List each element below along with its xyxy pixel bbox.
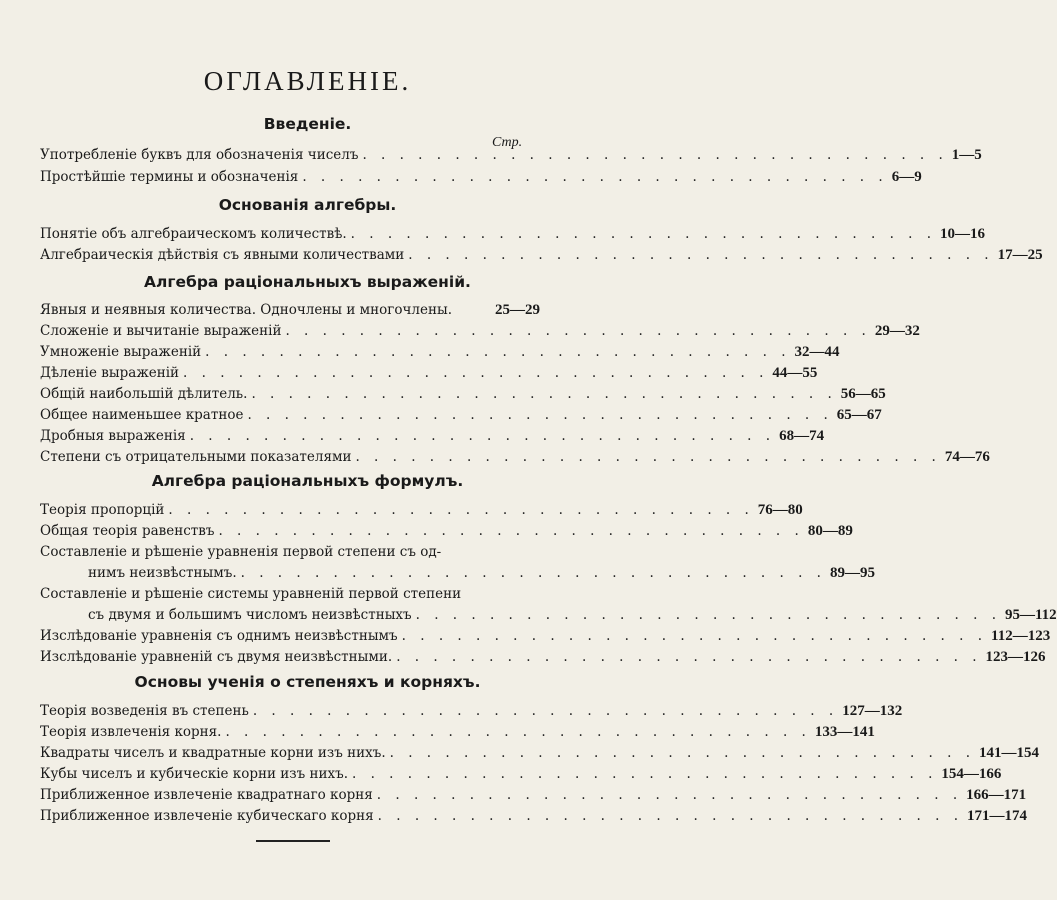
- toc-entry: [40, 628, 1051, 650]
- entry-pages: 89—95: [829, 565, 875, 581]
- leader-dots: . . . . . . . . . . . . . . . . . . . . . . . . . . . . . . . .: [183, 365, 769, 381]
- toc-entry: [40, 428, 825, 450]
- entry-pages: 56—65: [840, 386, 886, 402]
- entry-title: Употребленіе буквъ для обозначенія чиселъ: [40, 147, 359, 163]
- entry-pages: 29—32: [874, 323, 920, 339]
- entry-title: Общее наименьшее кратное: [40, 407, 244, 423]
- entry-pages: 127—132: [842, 703, 903, 719]
- entry-pages: 10—16: [940, 226, 986, 242]
- entry-pages: 112—123: [991, 628, 1051, 644]
- leader-dots: . . . . . . . . . . . . . . . . . . . . . . . . . . . . . . . .: [251, 386, 837, 402]
- toc-entry: [40, 226, 986, 248]
- entry-title: Теорія возведенія въ степень: [40, 703, 249, 719]
- entry-title: Общая теорія равенствъ: [40, 523, 215, 539]
- leader-dots: . . . . . . . . . . . . . . . . . . . . . . . . . . . . . . . .: [401, 628, 988, 644]
- toc-entry: [40, 302, 540, 324]
- entry-pages: 95—112: [1005, 607, 1057, 623]
- leader-dots: . . . . . . . . . . . . . . . . . . . . . . . . . . . . . . . .: [218, 523, 804, 539]
- toc-entry: [40, 449, 990, 471]
- entry-pages: 25—29: [495, 302, 540, 318]
- entry-title: Явныя и неявныя количества. Одночлены и многочлены.: [40, 302, 452, 318]
- entry-title: Умноженіе выраженій: [40, 344, 202, 360]
- leader-dots: . . . . . . . . . . . . . . . . . . . . . . . . . . . . . . . .: [252, 703, 839, 719]
- toc-entry: [40, 523, 853, 545]
- entry-pages: 154—166: [941, 766, 1002, 782]
- entry-pages: 166—171: [966, 787, 1027, 803]
- entry-title: Приближенное извлеченіе квадратнаго корня: [40, 787, 373, 803]
- entry-pages: 76—80: [757, 502, 803, 518]
- entry-title: Теорія пропорцій: [40, 502, 165, 518]
- toc-entry: [40, 703, 903, 725]
- entry-pages: 68—74: [779, 428, 825, 444]
- entry-pages: 141—154: [979, 745, 1039, 761]
- page-column-label: Стр.: [492, 135, 523, 150]
- entry-pages: 44—55: [772, 365, 818, 381]
- entry-pages: 32—44: [794, 344, 840, 360]
- entry-title: Общій наибольшій дѣлитель.: [40, 386, 248, 402]
- toc-entry: [40, 247, 1043, 269]
- leader-dots: . . . . . . . . . . . . . . . . . . . . . . . . . . . . . . . .: [302, 169, 888, 185]
- toc-entry: [40, 502, 803, 524]
- leader-dots: . . . . . . . . . . . . . . . . . . . . . . . . . . . . . . . .: [168, 502, 754, 518]
- toc-entry: [88, 607, 1057, 629]
- toc-entry: [40, 169, 922, 191]
- entry-title: Теорія извлеченія корня.: [40, 724, 222, 740]
- entry-title-continuation: нимъ неизвѣстнымъ.: [88, 565, 237, 581]
- entry-pages: 17—25: [997, 247, 1043, 263]
- leader-dots: . . . . . . . . . . . . . . . . . . . . . . . . . . . . . . . .: [396, 649, 982, 665]
- toc-entry: [40, 724, 875, 746]
- entry-title: Кубы чиселъ и кубическіе корни изъ нихъ.: [40, 766, 349, 782]
- entry-title: Простѣйшіе термины и обозначенія: [40, 169, 299, 185]
- leader-dots: . . . . . . . . . . . . . . . . . . . . . . . . . . . . . . . .: [377, 808, 964, 824]
- toc-entry: [40, 649, 1046, 671]
- leader-dots: . . . . . . . . . . . . . . . . . . . . . . . . . . . . . . . .: [389, 745, 975, 761]
- entry-title: Приближенное извлеченіе кубическаго корня: [40, 808, 374, 824]
- entry-pages: 65—67: [836, 407, 882, 423]
- leader-dots: . . . . . . . . . . . . . . . . . . . . . . . . . . . . . . . .: [376, 787, 963, 803]
- page-title: ОГЛАВЛЕНІЕ.: [203, 66, 412, 96]
- entry-title: Составленіе и рѣшеніе системы уравненій первой степени: [40, 586, 462, 602]
- leader-dots: . . . . . . . . . . . . . . . . . . . . . . . . . . . . . . . .: [205, 344, 791, 360]
- section-heading: Алгебра раціональныхъ формулъ.: [151, 472, 464, 490]
- entry-title-continuation: съ двумя и большимъ числомъ неизвѣстныхъ: [88, 607, 412, 623]
- entry-pages: 1—5: [951, 147, 982, 163]
- entry-title: Квадраты чиселъ и квадратные корни изъ нихъ.: [40, 745, 386, 761]
- entry-title: Дѣленіе выраженій: [40, 365, 180, 381]
- toc-entry: [40, 365, 818, 387]
- leader-dots: . . . . . . . . . . . . . . . . . . . . . . . . . . . . . . . .: [189, 428, 776, 444]
- entry-title: Алгебраическія дѣйствія съ явными количествами: [40, 247, 405, 263]
- toc-entry: [40, 808, 1028, 830]
- entry-title: Дробныя выраженія: [40, 428, 186, 444]
- entry-pages: 123—126: [985, 649, 1046, 665]
- leader-dots: . . . . . . . . . . . . . . . . . . . . . . . . . . . . . . . .: [240, 565, 826, 581]
- leader-dots: . . . . . . . . . . . . . . . . . . . . . . . . . . . . . . . .: [352, 766, 938, 782]
- toc-entry: [88, 565, 875, 587]
- section-heading: Алгебра раціональныхъ выраженій.: [144, 273, 471, 291]
- toc-entry: [40, 766, 1002, 788]
- entry-title: Сложеніе и вычитаніе выраженій: [40, 323, 282, 339]
- leader-dots: . . . . . . . . . . . . . . . . . . . . . . . . . . . . . . . .: [247, 407, 833, 423]
- toc-entry: [40, 745, 1039, 767]
- section-heading: Введеніе.: [263, 115, 352, 133]
- leader-dots: . . . . . . . . . . . . . . . . . . . . . . . . . . . . . . . .: [415, 607, 1001, 623]
- closing-rule: [256, 840, 330, 842]
- entry-pages: 80—89: [807, 523, 853, 539]
- leader-dots: . . . . . . . . . . . . . . . . . . . . . . . . . . . . . . . .: [362, 147, 948, 163]
- entry-title: Понятіе объ алгебраическомъ количествѣ.: [40, 226, 347, 242]
- entry-pages: 6—9: [891, 169, 922, 185]
- leader-dots: . . . . . . . . . . . . . . . . . . . . . . . . . . . . . . . .: [408, 247, 994, 263]
- leader-dots: . . . . . . . . . . . . . . . . . . . . . . . . . . . . . . . .: [225, 724, 811, 740]
- entry-title: Изслѣдованіе уравненій съ двумя неизвѣстными.: [40, 649, 393, 665]
- entry-title: Степени съ отрицательными показателями: [40, 449, 352, 465]
- leader-dots: . . . . . . . . . . . . . . . . . . . . . . . . . . . . . . . .: [355, 449, 941, 465]
- section-heading: Основы ученія о степеняхъ и корняхъ.: [134, 673, 481, 691]
- entry-pages: 133—141: [814, 724, 875, 740]
- leader-dots: . . . . . . . . . . . . . . . . . . . . . . . . . . . . . . . .: [350, 226, 937, 242]
- toc-entry: [40, 344, 840, 366]
- toc-entry: [40, 386, 886, 408]
- entry-title: Изслѣдованіе уравненія съ однимъ неизвѣстнымъ: [40, 628, 398, 644]
- toc-entry: [40, 787, 1027, 809]
- toc-entry: [40, 147, 982, 169]
- entry-pages: 171—174: [967, 808, 1028, 824]
- entry-pages: 74—76: [944, 449, 990, 465]
- leader-dots: . . . . . . . . . . . . . . . . . . . . . . . . . . . . . . . .: [285, 323, 871, 339]
- toc-entry: [40, 407, 882, 429]
- entry-title: Составленіе и рѣшеніе уравненія первой степени съ од-: [40, 544, 442, 560]
- section-heading: Основанія алгебры.: [218, 196, 397, 214]
- toc-entry: [40, 323, 920, 345]
